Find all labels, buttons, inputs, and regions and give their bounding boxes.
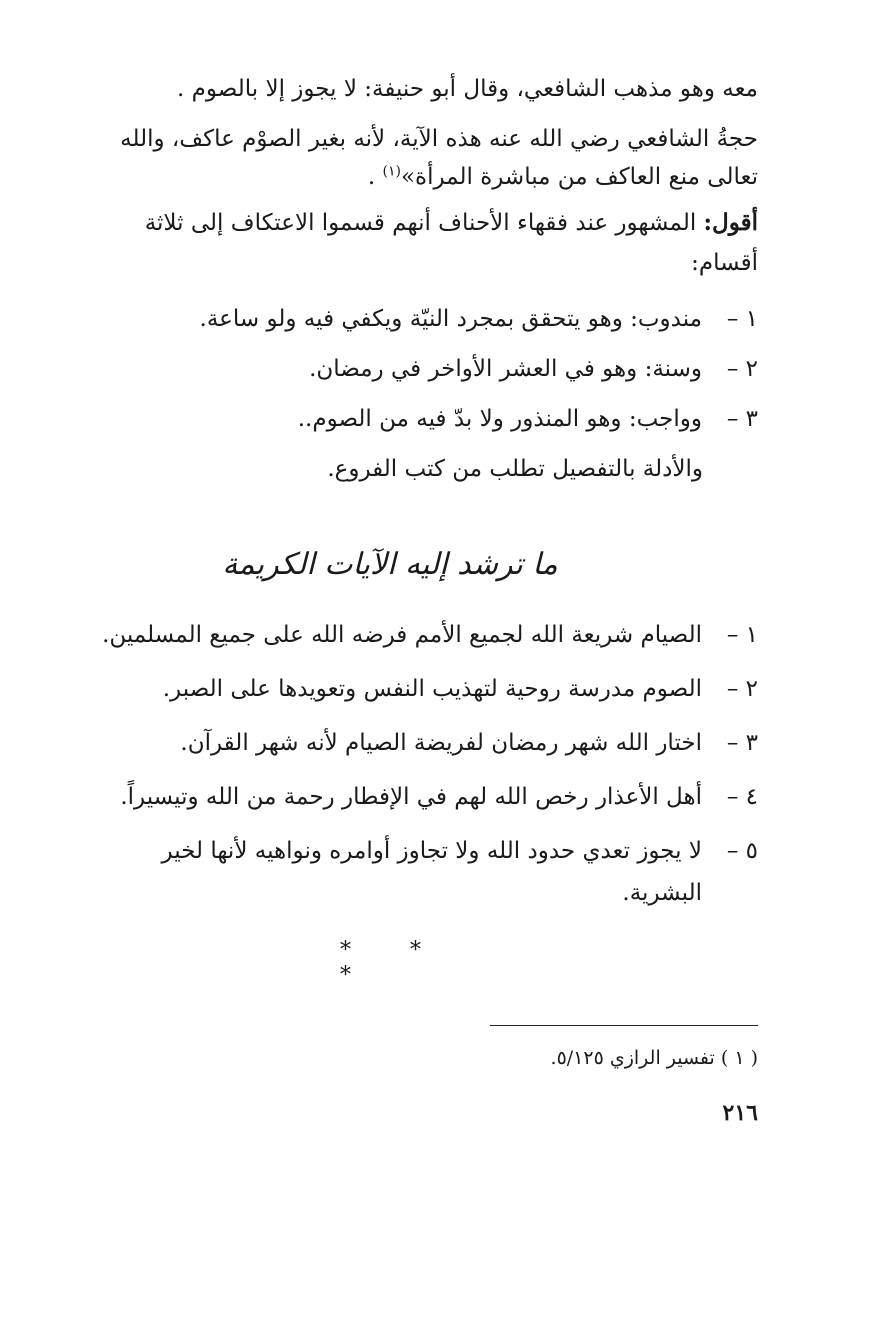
lessons-list-item-1 <box>102 612 758 658</box>
lessons-list-item-4 <box>120 774 758 820</box>
list-text: اختار الله شهر رمضان لفريضة الصيام لأنه شهر القرآن. <box>180 730 702 756</box>
page-number: ٢١٦ <box>722 1100 758 1126</box>
list-number: ٥ – <box>726 838 758 864</box>
list-number: ٣ – <box>726 406 758 432</box>
list-number: ٤ – <box>726 784 758 810</box>
section-separator: * * * <box>340 938 447 988</box>
lessons-list-item-3 <box>180 720 758 766</box>
types-list-item-1 <box>200 296 758 342</box>
aqul-label: أقول: <box>703 209 758 236</box>
body-para-2-line-2-text: تعالى منع العاكف من مباشرة المرأة» <box>400 164 758 190</box>
lessons-list-item-5-continuation: البشرية. <box>622 880 702 906</box>
lessons-list-item-5 <box>162 828 758 874</box>
body-para-2-line-2 <box>368 154 758 200</box>
aqul-line-1 <box>145 200 758 246</box>
list-number: ٢ – <box>726 676 758 702</box>
evidence-line: والأدلة بالتفصيل تطلب من كتب الفروع. <box>327 456 703 482</box>
section-heading-text: ما ترشد إليه الآيات الكريمة <box>222 547 558 582</box>
body-para-2-line-1: حجةُ الشافعي رضي الله عنه هذه الآية، لأنه بغير الصوْم عاكف، والله <box>120 126 758 152</box>
list-text: الصيام شريعة الله لجميع الأمم فرضه الله على جميع المسلمين. <box>102 622 702 648</box>
lessons-list-item-2 <box>163 666 758 712</box>
footnote-divider <box>490 1025 758 1026</box>
list-text: مندوب: وهو يتحقق بمجرد النيّة ويكفي فيه ولو ساعة. <box>199 306 702 332</box>
types-list-item-2 <box>309 346 758 392</box>
section-heading <box>222 520 558 600</box>
list-text: أهل الأعذار رخص الله لهم في الإفطار رحمة من الله وتيسيراً. <box>120 784 702 810</box>
aqul-text: المشهور عند فقهاء الأحناف أنهم قسموا الاعتكاف إلى ثلاثة <box>144 210 704 236</box>
footnote: ( ١ ) تفسير الرازي ٥/١٢٥. <box>550 1047 758 1069</box>
body-para-2-end: . <box>367 164 383 190</box>
list-number: ٢ – <box>726 356 758 382</box>
aqul-line-2: أقسام: <box>691 250 758 276</box>
footnote-ref: (١) <box>382 163 401 180</box>
list-text: لا يجوز تعدي حدود الله ولا تجاوز أوامره ونواهيه لأنها لخير <box>161 838 702 864</box>
list-text: الصوم مدرسة روحية لتهذيب النفس وتعويدها على الصبر. <box>162 676 702 702</box>
body-line-1: معه وهو مذهب الشافعي، وقال أبو حنيفة: لا يجوز إلا بالصوم . <box>177 76 758 102</box>
list-number: ١ – <box>726 306 758 332</box>
list-number: ٣ – <box>726 730 758 756</box>
types-list-item-3 <box>298 396 758 442</box>
list-number: ١ – <box>726 622 758 648</box>
list-text: وسنة: وهو في العشر الأواخر في رمضان. <box>309 356 702 382</box>
list-text: وواجب: وهو المنذور ولا بدّ فيه من الصوم.. <box>297 406 702 432</box>
